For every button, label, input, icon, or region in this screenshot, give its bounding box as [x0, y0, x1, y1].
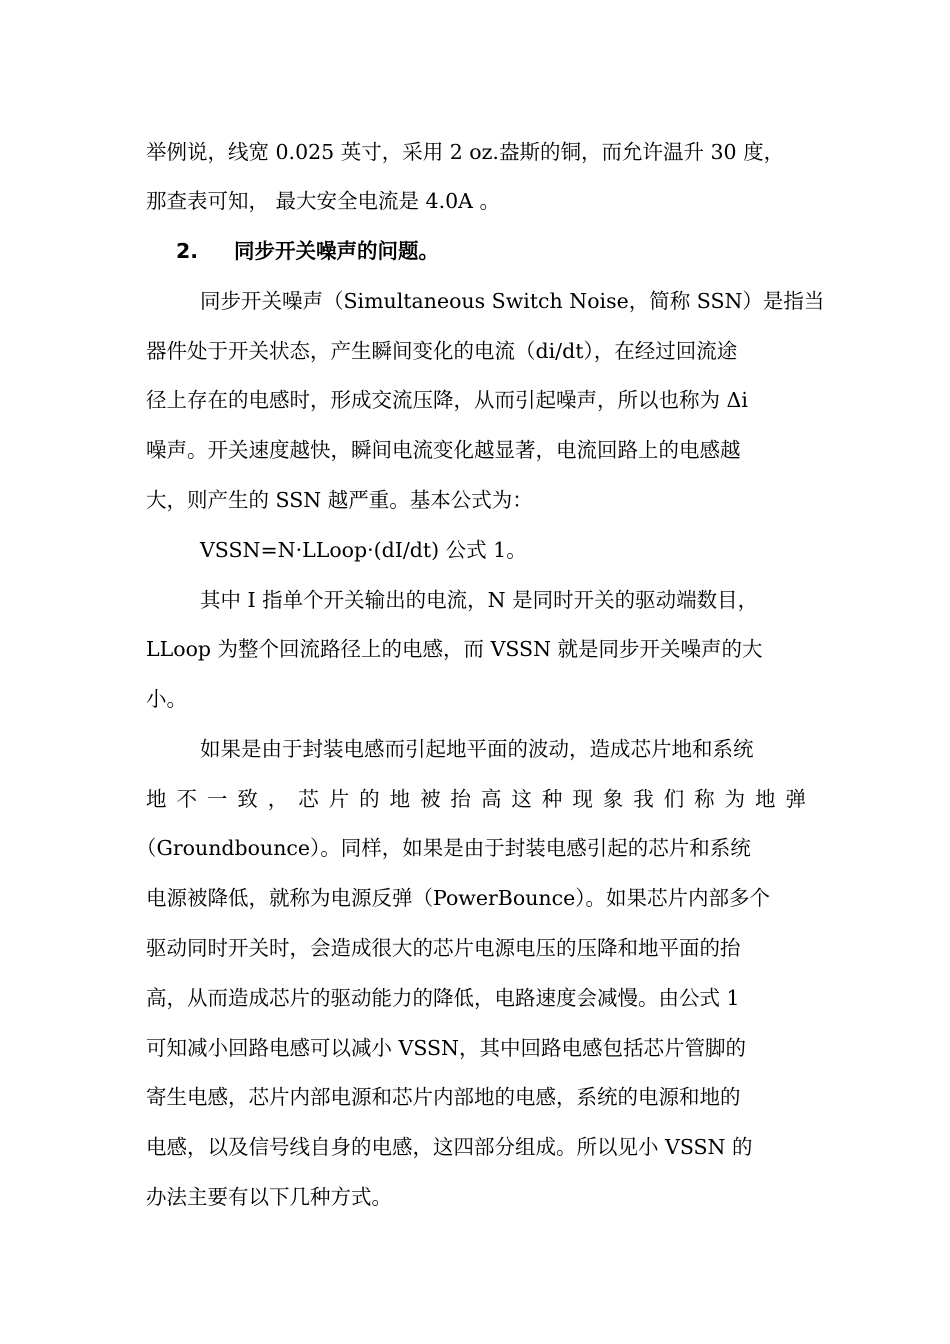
paragraph-line: 噪声。开关速度越快，瞬间电流变化越显著，电流回路上的电感越: [146, 438, 741, 462]
section-heading: [176, 237, 439, 265]
paragraph-line: 同步开关噪声（Simultaneous Switch Noise，简称 SSN）是指当: [200, 289, 825, 313]
paragraph-line: 可知减小回路电感可以减小 VSSN，其中回路电感包括芯片管脚的: [146, 1036, 746, 1060]
paragraph-line: 电感，以及信号线自身的电感，这四部分组成。所以见小 VSSN 的: [146, 1135, 753, 1159]
paragraph-line: 电源被降低，就称为电源反弹（PowerBounce）。如果芯片内部多个: [146, 886, 770, 910]
paragraph-line: 地 不 一 致 ， 芯 片 的 地 被 抬 高 这 种 现 象 我 们 称 为 地 弹: [146, 787, 806, 811]
paragraph-line: 寄生电感，芯片内部电源和芯片内部地的电感，系统的电源和地的: [146, 1085, 741, 1109]
paragraph-line: 如果是由于封装电感而引起地平面的波动，造成芯片地和系统: [200, 737, 754, 761]
paragraph-line: 其中 I 指单个开关输出的电流，N 是同时开关的驱动端数目，: [200, 588, 759, 612]
paragraph-line: 径上存在的电感时，形成交流压降，从而引起噪声，所以也称为 Δi: [146, 388, 748, 412]
formula-line: VSSN=N·LLoop·(dI/dt) 公式 1。: [200, 538, 527, 562]
paragraph-line: 办法主要有以下几种方式。: [146, 1185, 392, 1209]
paragraph-line: LLoop 为整个回流路径上的电感，而 VSSN 就是同步开关噪声的大: [146, 637, 763, 661]
paragraph-line: 大，则产生的 SSN 越严重。基本公式为：: [146, 488, 533, 512]
section-title: 同步开关噪声的问题。: [234, 239, 439, 263]
paragraph-line: 高，从而造成芯片的驱动能力的降低，电路速度会减慢。由公式 1: [146, 986, 740, 1010]
paragraph-line: 举例说，线宽 0.025 英寸，采用 2 oz.盎斯的铜，而允许温升 30 度，: [146, 140, 785, 164]
section-number: 2.: [176, 239, 199, 263]
paragraph-line: 器件处于开关状态，产生瞬间变化的电流（di/dt），在经过回流途: [146, 339, 738, 363]
paragraph-line: 小。: [146, 687, 187, 711]
paragraph-line: 那查表可知， 最大安全电流是 4.0A 。: [146, 189, 500, 213]
paragraph-line: 驱动同时开关时，会造成很大的芯片电源电压的压降和地平面的抬: [146, 936, 741, 960]
paragraph-line: （Groundbounce）。同样，如果是由于封装电感引起的芯片和系统: [136, 836, 751, 860]
